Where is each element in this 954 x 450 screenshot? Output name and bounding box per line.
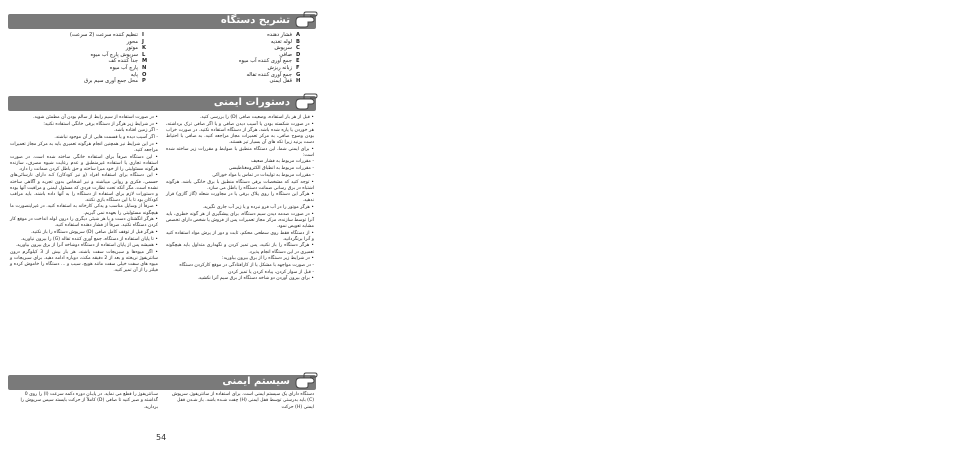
parts-list-item [239,58,308,65]
part-name: فشار دهنده [267,32,292,38]
part-key: P [142,78,146,85]
safety-instruction: • هرگز این دستگاه را روی پلاک برقی یا در مجاورت شعله (گاز گازی) قرار ندهید. [166,192,314,204]
safety-instructions [8,115,316,375]
section-bar-safety [8,96,316,111]
safety-instruction: • این دستگاه برای استفاده افراد (و نیز کودکان) کـه دارای نارسائی‌های حسمی، فکری و روانی میباشند و نیز اشخاص بدون تجربه و آگاهی ساخته نشده است، مگر آنکه تحت نظارت فردی که مسئول ایمنی و مراقبت آنها بوده و دستورات لازم برای استفاده از دستگاه را به آنها داده باشند. باید مراقب کودکان بود تا با این دستگاه بازی نکنند. [10,173,158,203]
parts-list-item [239,78,308,85]
parts-list-item [239,72,308,79]
safety-instruction: • در این شرایط نیز همچنین انجام هرگونه تعمیری باید به مرکز مجاز تعمیرات مراجعه کنید. [10,141,158,153]
safety-column-right [166,115,314,283]
safety-instruction: • هرگز قبل از توقف کامل صافی (D) سرپوش دستگاه را باز نکنید. [30,230,158,236]
part-name: زبانه ریزش [267,64,292,71]
section-title-safety: دستورات ایمنی [213,97,290,108]
part-key: E [296,58,300,65]
safety-column-left [10,115,158,275]
part-name: صافی [279,51,292,58]
safety-instruction: • در صورت شکسته بودن یا آسیب دیدن صافی و یا اگر صافی ترک برداشته، هر خوردن یا پاره شده باشد، هرگز از دستگاه استفاده نکنید. در صورت خراب بودن وضوح صافی، به مرکز تعمیرات مجاز مراجعه کنید. به صافی با احتیاط دست بزنید زیرا تکه های آن بسیار تیز هستند. [166,121,314,145]
parts-list-item [70,45,154,52]
safety-instruction: • هرگز انگشتان دست و یا هر شیئی دیگری را درون لوله انداخت در موقع کار کردن دستگاه نکنید. صرفاً از فشار دهنده استفاده کنید. [10,217,158,229]
safety-instruction: • تا پایان استفاده از دستگاه، جمع آوری کننده تفاله (G) را بیرون نیاورید. [20,236,158,242]
pointing-hand-icon [294,93,318,113]
safety-instruction: • قبل از هر بار استفاده، وضعیت صافی (D) را بررسی کنید. [199,115,314,120]
part-key: C [296,45,300,52]
part-name: پارچ آب میوه [109,64,138,71]
part-name: جمع آوری کننده آب میوه [238,58,292,65]
safety-instruction: • از دستگاه فقط روی سطحی محکم، ثابت و دور از پرش مواد استفاده کنید و آنرا برنگردانید. [166,230,314,242]
pointing-hand-icon [294,11,318,31]
safety-instruction: • در صورت صدمه دیدن سیم دستگاه، برای پیشگیری از هر گونه خطری، باید آنرا توسط سازنده، مرکز مجاز تعمیرات پس از فروش یا شخص دارای تخصص مشابه تعویض نمود. [166,211,314,229]
part-name: سرپوش پارچ آب میوه [90,51,138,58]
part-key: B [296,38,300,45]
safety-instruction: - مقررات مربوط به تولیدات در تماس با مواد خوراکی [212,172,314,178]
safety-instruction: • همیشه پس از پایان استفاده از دستگاه دوشاخه آنرا از برق بیرون بیاورید. [15,243,158,249]
parts-list-item [239,45,308,52]
safety-instruction: • برای بیرون آوردن دو شاخه دستگاه از برق سیم آنرا نکشید. [197,276,314,282]
part-name: سرپوش [274,45,292,52]
part-key: O [142,71,147,78]
safety-instruction: • در شرایط زیر هرگز از دستگاه برقی خانگی استفاده نکنید: [43,121,158,127]
safety-instruction: - در صورت مواجهه با مشکل یا از کارافتادگی در موقع کارکردن دستگاه [179,262,314,268]
parts-list-item [70,39,154,46]
parts-list-item [70,52,154,59]
parts-list-item [70,65,154,72]
parts-list-item [239,65,308,72]
parts-list-item [239,32,308,39]
system-text-left: سـانتریفوژ را قطع می نماید. در پایـان دوره دکمه سرعت (I) را روی 0 گذاشته و صبر کنید تا صافی (D) کاملاً از حرکت بایستد سپس سرپوش را بردارید. [20,392,158,410]
part-key: M [142,58,148,65]
part-name: تنظیم کننده سرعت (2 سرعت) [69,32,138,38]
part-key: L [142,51,146,58]
pointing-hand-icon [294,372,318,392]
parts-list-item [239,39,308,46]
part-key: K [142,45,147,52]
parts-list-item [70,58,154,65]
part-name: جدا کننده کف [108,58,138,65]
part-name: محور [126,38,138,45]
part-key: I [142,32,144,38]
parts-list-item [70,32,154,39]
system-text-right: دستگاه دارای یک سیستم ایمنی است. برای استفاده از سانتریفوژ، سرپوش (C) باید بدرستی توسط قفل ایمنی (H) چفت شـده باشد. باز شـدن قفل ایمنی (H) حرکت [172,392,314,410]
part-name: موتور [125,45,138,52]
part-name: محل جمع آوری سیم برق [84,78,138,85]
safety-instruction: • این دستگاه صرفاً برای استفاده خانگی ساخته شده است. در صورت استفاده تجاری یا استفاده غیرمنطبق و عدم رعایت شیوه مصرف، سازنده هرگونه مسئولیتی را از خود مبرا ساخته و حق باطل کردن ضمانت را دارد. [10,154,158,172]
safety-instruction: • توجه کنید که مشخصات برقی دستگاه منطبق با برق خانگی باشد. هرگونه اشتباه در برق رسانی ضمانت دستگاه را باطل می سازد. [166,179,314,191]
safety-instruction: • صرفاً از وسایل مناسب و یدکی کارخانه به استفاده کنید. در غیراینصورت ما هیچگونه مسئولیتی را بعهده نمی گیریم. [10,204,158,216]
page-number: 54 [156,433,167,442]
safety-instruction: - مقررات مربوط به انطباق الکترومغناطیسی [228,166,314,172]
safety-instruction: • اگر میوه‌ها و سبزیجات سفت باشند، هر بار بیش از 3 کیلوگرم درون سانتریفوژ نریخته و بعد از 2 دقیقه مکث، دوباره ادامه دهید. برای سبزیجات و میوه های سفت خیلی سفت مانند هویج، سیب و ... دستگاه را خاموش کرده و فیلتر را از آن تمیز کنید. [10,250,158,274]
section-title-parts: تشریح دستگاه [220,15,290,26]
parts-list-item [70,78,154,85]
part-key: N [142,64,147,71]
safety-instruction: - اگر زمین افتاده باشد. [113,128,158,134]
part-key: J [142,38,144,45]
safety-instruction: • هرگز دستگاه را باز نکنید، پس تمیز کردن و نگهداری متداول باید هیچگونه تعمیری در این دستگاه انجام پذیرد. [166,243,314,255]
part-key: D [296,51,301,58]
safety-instruction: - قبل از سوار کردن، پیاده کردن یا تمیز کردن [227,269,314,275]
safety-instruction: - مقررات مربوط به فشار ضعیف [251,159,314,165]
safety-instruction: • هرگز موتور را در آب فرو نبرده و یا زیر آب جاری نگیرید. [202,205,314,211]
part-key: H [296,78,301,85]
part-key: F [296,64,300,71]
safety-instruction: • در شرایط زیر دستگاه را از برق بیرون بیاورید: [222,256,314,262]
section-bar-system [8,375,316,390]
part-key: G [296,71,301,78]
safety-instruction: - اگر آسیب دیده و یا قسمت هایی از آن موجود نباشند. [54,135,158,141]
part-key: A [296,32,301,38]
part-name: پایه [130,71,138,78]
part-name: قفل ایمنی [269,78,292,85]
safety-instruction: • برای ایمنی شما، این دستگاه منطبق با ضوابط و مقررات زیر ساخته شده است: [166,146,314,158]
section-title-system: سیستم ایمنی [222,376,290,387]
part-name: لوله تغذیه [270,38,292,45]
safety-instruction: • در صورت استفاده از سیم رابط از سالم بودن آن مطمئن شوید. [33,115,158,120]
parts-list-right [239,32,308,85]
part-name: جمع آوری کننده تفاله [246,71,292,78]
section-bar-parts [8,14,316,29]
parts-list [8,32,316,92]
parts-list-left [70,32,154,85]
